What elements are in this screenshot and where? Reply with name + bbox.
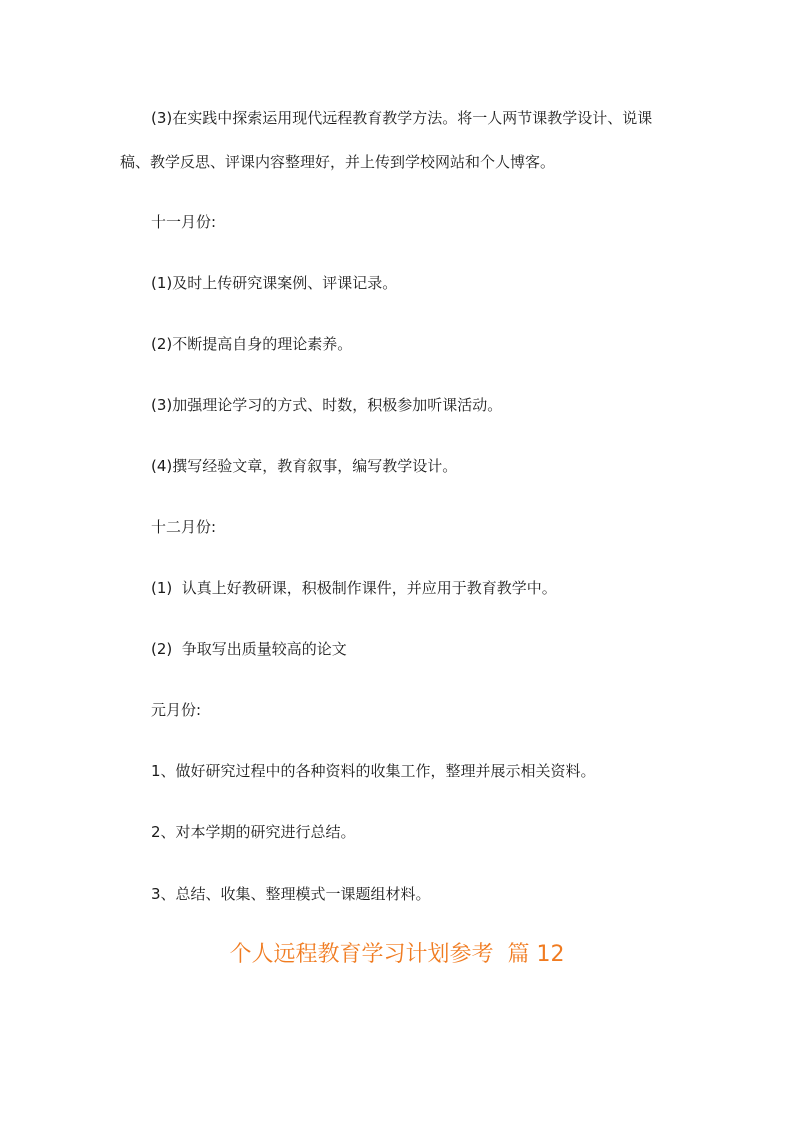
january-item-1: 1、做好研究过程中的各种资料的收集工作，整理并展示相关资料。 [151, 762, 596, 780]
november-title: 十一月份: [151, 213, 217, 231]
january-title: 元月份: [151, 701, 202, 719]
november-item-3: (3)加强理论学习的方式、时数，积极参加听课活动。 [151, 396, 503, 414]
december-title: 十二月份: [151, 518, 217, 536]
december-item-1: (1) 认真上好教研课，积极制作课件，并应用于教育教学中。 [151, 579, 557, 597]
january-item-3: 3、总结、收集、整理模式一课题组材料。 [151, 885, 431, 903]
november-item-4: (4)撰写经验文章，教育叙事，编写教学设计。 [151, 457, 458, 475]
december-item-2: (2) 争取写出质量较高的论文 [151, 640, 347, 658]
november-item-2: (2)不断提高自身的理论素养。 [151, 335, 353, 353]
paragraph-method: (3)在实践中探索运用现代远程教育教学方法。将一人两节课教学设计、说课稿、教学反思、评课内容整理好，并上传到学校网站和个人博客。 [120, 109, 653, 171]
november-item-1: (1)及时上传研究课案例、评课记录。 [151, 274, 398, 292]
section-heading: 个人远程教育学习计划参考 篇 12 [229, 942, 565, 967]
january-item-2: 2、对本学期的研究进行总结。 [151, 823, 356, 841]
